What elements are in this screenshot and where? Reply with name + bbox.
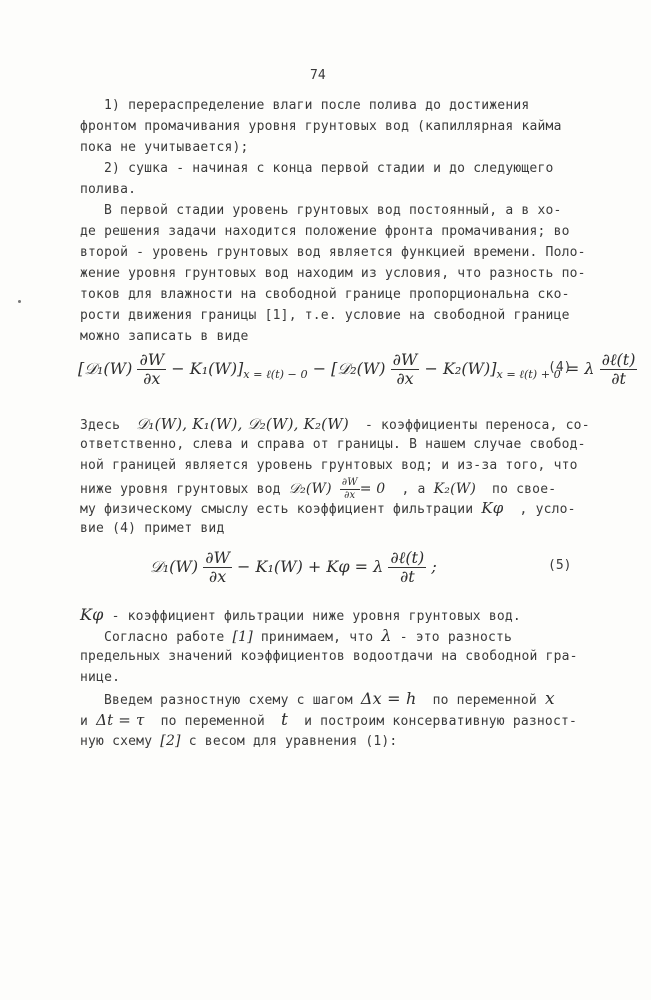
text-line: ной границей является уровень грунтовых вод; и из-за того, что: [80, 458, 578, 473]
eq5-dx: ∂x: [208, 567, 227, 586]
text-line: де решения задачи находится положение фронта промачивания; во: [80, 224, 570, 239]
dwdx-inline-frac: [340, 478, 360, 501]
text-fragment: и построим консервативную разност-: [304, 714, 578, 729]
text-fragment: ную схему: [80, 734, 153, 749]
eq4-open2: − [𝒟₂(W): [312, 359, 386, 378]
text-fragment: - коэффициенты переноса, со-: [364, 418, 590, 433]
eq4-dl: ∂ℓ(t): [601, 350, 636, 369]
text-line: вие (4) примет вид: [80, 521, 225, 536]
text-line: рости движения границы [1], т.е. условие на свободной границе: [80, 308, 570, 323]
scan-speck: [18, 300, 21, 303]
t-handwritten: t: [281, 710, 289, 730]
text-line: [80, 606, 521, 626]
eq4-dw-2: ∂W: [392, 350, 418, 369]
eq5-dt: ∂t: [399, 567, 415, 586]
text-fragment: ниже уровня грунтовых вод: [80, 482, 281, 497]
text-fragment: , а: [401, 482, 426, 497]
eq4-open1: [𝒟₁(W): [78, 359, 133, 378]
text-line: В первой стадии уровень грунтовых вод постоянный, а в хо-: [104, 203, 562, 218]
eq4-sub1: x = ℓ(t) − 0: [243, 368, 308, 382]
eq4-dldt-frac: [600, 352, 638, 387]
dw-inline: ∂W: [341, 477, 358, 488]
dx-h-handwritten: Δx = h: [360, 689, 417, 708]
d2-handwritten: 𝒟₂(W): [288, 481, 332, 497]
coefficients-handwritten: 𝒟₁(W), K₁(W), 𝒟₂(W), K₂(W): [136, 415, 349, 433]
text-line: нице.: [80, 670, 121, 685]
text-line: [80, 415, 590, 435]
dt-tau-handwritten: Δt = τ: [96, 711, 145, 729]
eq5-lhs: 𝒟₁(W): [150, 557, 199, 576]
eq5-dwdx-frac: [203, 550, 232, 585]
eq4-dx-2: ∂x: [396, 369, 414, 388]
text-line: [104, 627, 512, 647]
dx-inline: ∂x: [344, 490, 356, 501]
text-fragment: по свое-: [492, 482, 557, 497]
text-line: 1) перераспределение влаги после полива до достижения: [104, 98, 530, 113]
text-fragment: Согласно работе: [104, 630, 225, 645]
kf-handwritten: Kφ: [481, 499, 504, 517]
text-line: [104, 690, 555, 710]
eq5-dw: ∂W: [205, 548, 230, 567]
eq4-dwdx-frac-2: [391, 352, 420, 387]
eq4-dw: ∂W: [139, 350, 165, 369]
text-line: можно записать в виде: [80, 329, 249, 344]
eq4-dt: ∂t: [611, 369, 626, 388]
page-number: 74: [310, 68, 326, 83]
eq5-end: ;: [431, 557, 437, 576]
text-fragment: принимаем, что: [260, 630, 374, 645]
text-line: [80, 711, 577, 731]
eq4-minus-k2: − K₂(W)]: [424, 359, 497, 378]
eq4-sub2: x = ℓ(t) + 0: [496, 368, 561, 382]
text-line: [80, 732, 397, 751]
text-line: предельных значений коэффициентов водоотдачи на свободной гра-: [80, 649, 578, 664]
eq5-dl: ∂ℓ(t): [390, 548, 425, 567]
equation-number-5: (5): [548, 558, 572, 573]
text-line: полива.: [80, 182, 137, 197]
eq5-dldt-frac: [388, 550, 426, 585]
text-fragment: Здесь: [80, 418, 121, 433]
k2-handwritten: K₂(W): [433, 481, 476, 497]
text-line: ответственно, слева и справа от границы. В нашем случае свобод-: [80, 437, 586, 452]
eq5-mid: − K₁(W) + Kφ = λ: [237, 557, 384, 576]
eq4-dx: ∂x: [143, 369, 161, 388]
equation-5: [150, 546, 437, 588]
text-line: токов для влажности на свободной границе пропорциональна ско-: [80, 287, 570, 302]
text-fragment: , усло-: [519, 502, 576, 517]
text-fragment: и: [80, 714, 89, 729]
ref-2-handwritten: [2]: [160, 733, 181, 749]
x-handwritten: x: [544, 689, 555, 709]
text-line: жение уровня грунтовых вод находим из условия, что разность по-: [80, 266, 586, 281]
eq4-dwdx-frac: [137, 352, 166, 387]
text-fragment: - это разность: [399, 630, 513, 645]
text-line: [80, 499, 576, 519]
eq4-minus-k1: − K₁(W)]: [171, 359, 244, 378]
text-line: второй - уровень грунтовых вод является функцией времени. Поло-: [80, 245, 586, 260]
text-fragment: му физическому смыслу есть коэффициент фильтрации: [80, 502, 474, 517]
text-fragment: по переменной: [432, 693, 537, 708]
text-fragment: - коэффициент фильтрации ниже уровня грунтовых вод.: [111, 609, 521, 624]
ref-1-handwritten: [1]: [232, 629, 253, 645]
lambda-handwritten: λ: [381, 626, 392, 645]
text-fragment: Введем разностную схему с шагом: [104, 693, 353, 708]
text-line: пока не учитывается);: [80, 140, 249, 155]
text-fragment: с весом для уравнения (1):: [188, 734, 398, 749]
text-line: фронтом промачивания уровня грунтовых вод (капиллярная кайма: [80, 119, 562, 134]
equation-number-4: (4): [548, 360, 572, 375]
kf-handwritten: Kφ: [80, 605, 104, 624]
text-line: 2) сушка - начиная с конца первой стадии и до следующего: [104, 161, 554, 176]
eq4-rhs-eq: = λ: [565, 359, 595, 378]
text-fragment: по переменной: [160, 714, 265, 729]
equals-zero-handwritten: = 0: [359, 481, 386, 497]
text-line: [80, 478, 556, 501]
